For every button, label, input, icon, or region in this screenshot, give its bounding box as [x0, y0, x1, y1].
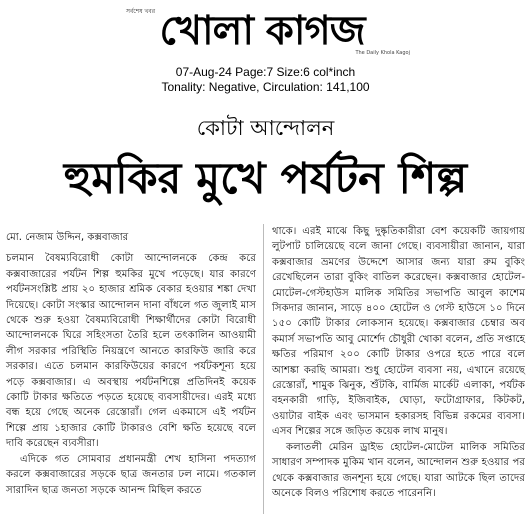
clipping-meta-date-size: 07-Aug-24 Page:7 Size:6 col*inch	[175, 65, 356, 79]
masthead-tagline: সর্বশেষ খবর	[126, 8, 156, 15]
clipping-meta-tonality: Tonality: Negative, Circulation: 141,100	[161, 80, 370, 94]
article-column-1	[6, 230, 256, 498]
masthead-motto: The Daily Khola Kagoj	[355, 50, 410, 56]
article-column-2	[272, 224, 525, 501]
article-paragraph: এদিকে গত সোমবার প্রধানমন্ত্রী শেখ হাসিনা পদত্যাগ করলে কক্সবাজারের সড়কে ছাত্র জনতার ঢল নামে। গতকাল সারাদিন ছাত্র জনতা সড়কে আনন্দ মিছিল করতে	[6, 453, 256, 496]
article-kicker: কোটা আন্দোলন	[196, 116, 335, 140]
article-byline: মো. নেজাম উদ্দিন, কক্সবাজার	[6, 232, 129, 243]
article-paragraph: চলমান বৈষম্যবিরোধী কোটা আন্দোলনকে কেন্দ্র করে কক্সবাজারের পর্যটন শিল্প হুমকির মুখে পড়েছে। যার কারণে পর্যটনসংশ্লিষ্ট প্রায় ২০ হাজার শ্রমিক বেকার হওয়ার শঙ্কা দেখা দিয়েছে। কোটা সংস্কার আন্দোলন দানা বাঁধলে গত জুলাই মাস থেকে শুরু হওয়া বৈষম্যবিরোধী শিক্ষার্থীদের কোটা বিরোধী আন্দোলনকে ঘিরে সহিংসতা তৈরি হলে তৎকালিন আওয়ামী লীগ সরকার পরিস্থিতি নিয়ন্ত্রণে আনতে কারফিউ জারি করে সরকার। এতে চলমান কারফিউয়ের কারণে পর্যটকশূন্য হয়ে পড়ে কক্সবাজার। এ অবস্থায় পর্যটনশিল্পে প্রতিদিনই কয়েক কোটি টাকার ক্ষতিতে পড়তে হয়েছে ব্যবসায়ীদের। এরই মধ্যে বন্ধ হয়ে গেছে অনেক রেস্তোরাঁ। গেল একমাসে এই পর্যটন শিল্পে প্রায় ১হাজার কোটি টাকারও বেশি ক্ষতি হয়েছে বলে দাবি করেছেন ব্যবসীরা।	[6, 253, 256, 450]
article-headline: হুমকির মুখে পর্যটন শিল্প	[63, 154, 468, 204]
newspaper-title: খোলা কাগজ	[159, 8, 365, 54]
newspaper-masthead	[122, 6, 412, 56]
article-paragraph: থাকে। এরই মাঝে কিছু দুষ্কৃতিকারীরা বেশ কয়েকটি জায়গায় লুটপাট চালিয়েছে বলে জানা গেছে। ব্যবসায়ীরা জানান, যারা কক্সবাজার ভ্রমণের উদ্দেশে আসার জন্য যারা রুম বুকিং রেখেছিলেন তারা বুকিং বাতিল করেছেন। কক্সবাজার হোটেল-মোটেল-গেস্টহাউস মালিক সমিতির সভাপতি আবুল কাশেম সিকদার জানান, সাড়ে ৪০০ হোটেল ও গেস্ট হাউসে ১০ দিনে ১৫০ কোটি টাকার লোকসান হয়েছে। কক্সবাজার চেম্বার অব কমার্স সভাপতি আবু মোর্শেদ চৌধুরী খোকা বলেন, প্রতি সপ্তাহে ক্ষতির পরিমাণ ২০০ কোটি টাকার ওপরে হতে পারে বলে আশঙ্কা করছি আমরা। শুধু হোটেল ব্যবসা নয়, এখানে রয়েছে রেস্তোরাঁ, শামুক ঝিনুক, শুঁটকি, বার্মিজ মার্কেট এলাকা, পর্যটক বহনকারী গাড়ি, ইজিবাইক, ঘোড়া, ফটোগ্রাফার, কিটকট, ওয়াটার বাইক এবং ভাসমান হকারসহ বিভিন্ন রকমের ব্যবসা। এসব শিল্পের সঙ্গে জড়িত কয়েক লাখ মানুষ।	[272, 226, 525, 438]
column-divider	[263, 224, 264, 514]
article-paragraph: কলাতলী মেরিন ড্রাইভ হোটেল-মোটেল মালিক সমিতির সাধারণ সম্পাদক মুকিম খান বলেন, আন্দোলন শুরু হওয়ার পর থেকে কক্সবাজার জনশূন্য হয়ে গেছে। যারা আটকে ছিল তাদের অনেকে বিলও পরিশোধ করতে পারেননি।	[272, 441, 525, 499]
